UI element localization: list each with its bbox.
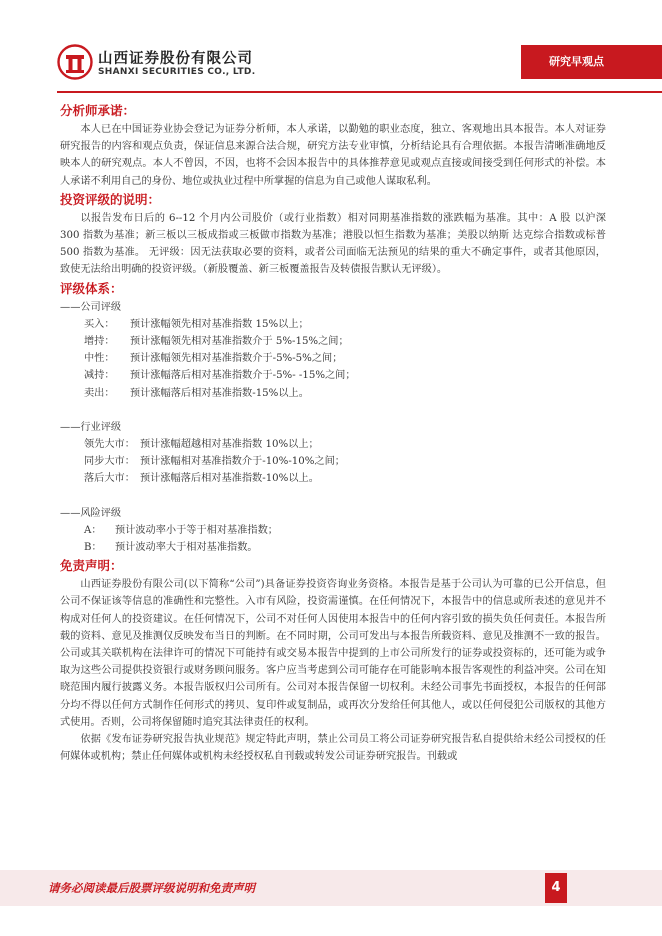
industry-rating-row xyxy=(60,470,606,487)
rating-desc: 预计涨幅超越相对基准指数 10%以上； xyxy=(140,439,319,451)
disclaimer-paragraph: 山西证券股份有限公司(以下简称“公司”)具备证券投资咨询业务资格。本报告是基于公司认为可靠的已公开信息，但公司不保证该等信息的准确性和完整性。入市有风险，投资需谨慎。在任何情况下，本报告中的信息或所表述的意见并不构成对任何人的投资建议。在任何情况下，公司不对任何人因使用本报告中的任何内容引致的损失负任何责任。本报告所载的资料、意见及推测仅反映发布当日的判断。在不同时期，公司可发出与本报告所载资料、意见及推测不一致的报告。公司或其关联机构在法律许可的情况下可能持有或交易本报告中提到的上市公司所发行的证券或投资标的，还可能为或争取为这些公司提供投资银行或财务顾问服务。客户应当考虑到公司可能存在可能影响本报告客观性的利益冲突。公司在知晓范围内履行披露义务。本报告版权归公司所有。公司对本报告保留一切权利。未经公司事先书面授权，本报告的任何部分均不得以任何方式制作任何形式的拷贝、复印件或复制品，或再次分发给任何其他人，或以任何侵犯公司版权的其他方式使用。否则，公司将保留随时追究其法律责任的权利。 xyxy=(60,579,606,728)
rating-desc: 预计涨幅落后相对基准指数介于-5%- -15%之间； xyxy=(130,370,356,382)
industry-rating-heading: ——行业评级 xyxy=(60,421,122,433)
report-body xyxy=(60,101,606,766)
disclaimer-title: 免责声明： xyxy=(60,558,123,574)
rating-desc: 预计涨幅落后相对基准指数-10%以上。 xyxy=(140,473,319,485)
shanxi-securities-logo-icon xyxy=(57,44,93,80)
rating-label: 减持： xyxy=(84,370,115,382)
rating-desc: 预计波动率小于等于相对基准指数； xyxy=(115,524,278,536)
rating-desc: 预计波动率大于相对基准指数。 xyxy=(115,542,258,554)
rating-desc: 预计涨幅落后相对基准指数-15%以上。 xyxy=(130,387,309,399)
risk-rating-row xyxy=(60,539,606,556)
footer-note: 请务必阅读最后股票评级说明和免责声明 xyxy=(48,881,255,895)
company-rating-heading: ——公司评级 xyxy=(60,301,122,313)
rating-label: 同步大市： xyxy=(84,456,135,468)
rating-label: A： xyxy=(84,524,102,536)
spacer xyxy=(60,488,606,505)
rating-system-title: 评级体系： xyxy=(60,280,123,296)
risk-rating-heading: ——风险评级 xyxy=(60,507,122,519)
analyst-commitment-text: 本人已在中国证券业协会登记为证券分析师，本人承诺，以勤勉的职业态度，独立、客观地出具本报告。本人对证券研究报告的内容和观点负责，保证信息来源合法合规，研究方法专业审慎，分析结论具有合理依据。本报告清晰准确地反映本人的研究观点。本人不曾因，不因，也将不会因本报告中的具体推荐意见或观点直接或间接受到任何形式的补偿。本人承诺不利用自己的身份、地位或执业过程中所掌握的信息为自己或他人谋取私利。 xyxy=(60,124,606,187)
header-section-tag: 研究早观点 xyxy=(521,45,662,79)
rating-desc: 预计涨幅相对基准指数介于-10%-10%之间； xyxy=(140,456,345,468)
rating-explanation-text: 以报告发布日后的 6--12 个月内公司股价（或行业指数）相对同期基准指数的涨跌幅为基准。其中：A 股 以沪深 300 指数为基准；新三板以三板成指或三板做市指数为基准；港股以恒生指数为基准；美股以纳斯 达克综合指数或标普 500 指数为基准。 无评级：因无法获取必要的资料，或者公司面临无法预见的结果的重大不确定事件，或者其他原因， 致使无法给出明确的投资评级。（新股覆盖、新三板覆盖报告及转债报告默认无评级）。 xyxy=(60,212,606,276)
page-header xyxy=(0,0,662,96)
header-divider xyxy=(57,91,662,93)
rating-label: 领先大市： xyxy=(84,439,135,451)
risk-rating-row xyxy=(60,522,606,539)
rating-label: 卖出： xyxy=(84,387,115,399)
disclaimer-paragraph: 依据《发布证券研究报告执业规范》规定特此声明，禁止公司员工将公司证券研究报告私自提供给未经公司授权的任何媒体或机构；禁止任何媒体或机构未经授权私自刊载或转发公司证券研究报告。刊载或 xyxy=(60,734,606,763)
company-rating-row xyxy=(60,316,606,333)
analyst-commitment-title: 分析师承诺： xyxy=(60,103,136,118)
page-number: 4 xyxy=(545,873,567,903)
rating-label: 增持： xyxy=(84,336,115,348)
company-name-cn: 山西证券股份有限公司 xyxy=(98,51,253,67)
company-rating-row xyxy=(60,385,606,402)
rating-label: B： xyxy=(84,542,102,554)
rating-desc: 预计涨幅领先相对基准指数 15%以上； xyxy=(130,318,309,330)
rating-explanation-title: 投资评级的说明： xyxy=(60,191,161,207)
company-rating-row xyxy=(60,350,606,367)
rating-label: 买入： xyxy=(84,318,115,330)
rating-desc: 预计涨幅领先相对基准指数介于-5%-5%之间； xyxy=(130,353,343,365)
company-rating-row xyxy=(60,367,606,384)
industry-rating-row xyxy=(60,453,606,470)
company-name-en: SHANXI SECURITIES CO., LTD. xyxy=(98,67,256,77)
rating-desc: 预计涨幅领先相对基准指数介于 5%-15%之间； xyxy=(130,336,349,348)
rating-label: 落后大市： xyxy=(84,473,135,485)
spacer xyxy=(60,402,606,419)
company-rating-row xyxy=(60,333,606,350)
industry-rating-row xyxy=(60,436,606,453)
rating-label: 中性： xyxy=(84,353,115,365)
